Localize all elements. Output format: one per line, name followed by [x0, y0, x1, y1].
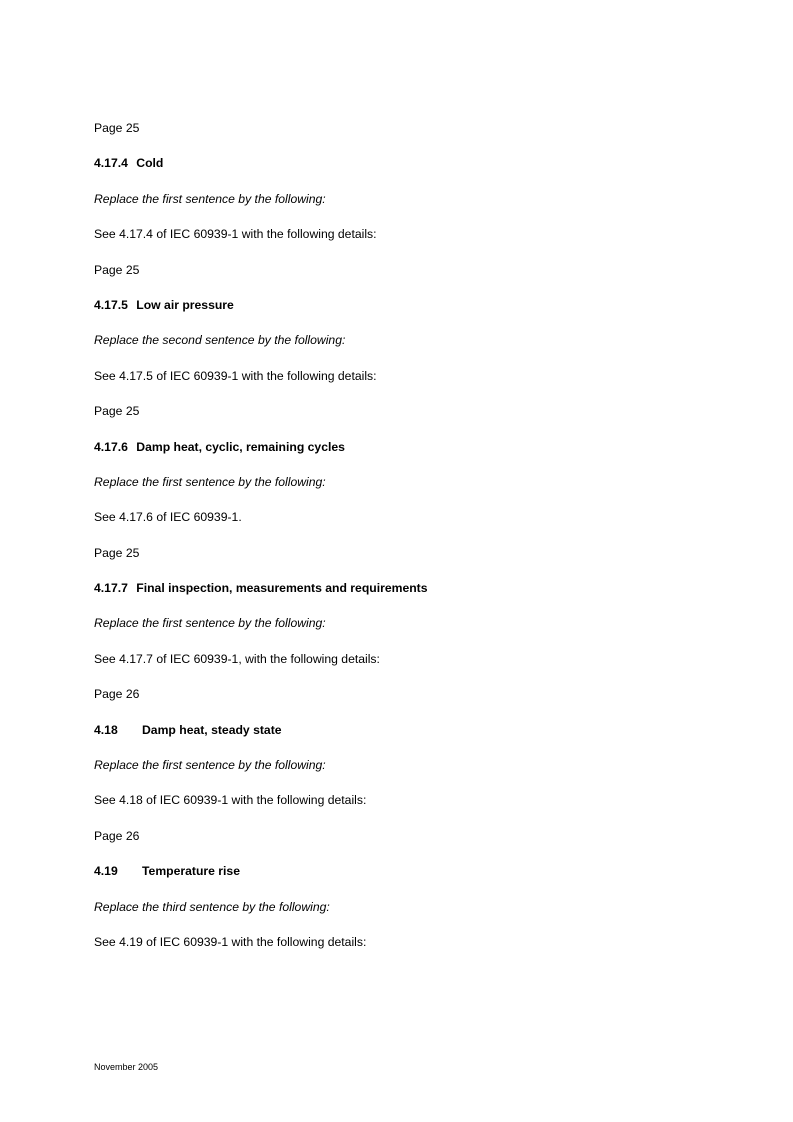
page-reference: Page 25: [94, 121, 140, 135]
section-heading: [94, 581, 714, 616]
section-number: 4.19: [94, 864, 118, 879]
section-4-18: [94, 687, 714, 829]
amendment-instruction: Replace the first sentence by the following:: [94, 474, 326, 489]
section-body-text: See 4.17.4 of IEC 60939-1 with the following details:: [94, 227, 377, 242]
section-number: 4.17.6: [94, 439, 128, 454]
section-title: Cold: [136, 156, 164, 171]
amendment-instruction: Replace the first sentence by the following:: [94, 616, 326, 631]
section-body-text: See 4.17.5 of IEC 60939-1 with the following details:: [94, 368, 377, 383]
section-number: 4.17.5: [94, 297, 128, 312]
section-heading: [94, 440, 714, 475]
section-body-text: See 4.18 of IEC 60939-1 with the following details:: [94, 793, 367, 808]
page-reference: Page 25: [94, 545, 140, 560]
section-4-17-5: [94, 263, 714, 405]
section-heading: [94, 864, 714, 899]
section-number: 4.17.4: [94, 156, 128, 171]
document-content: [94, 121, 714, 970]
section-number: 4.18: [94, 722, 118, 737]
section-body-text: See 4.19 of IEC 60939-1 with the following details:: [94, 934, 367, 949]
section-title: Final inspection, measurements and requirements: [136, 581, 428, 596]
amendment-instruction: Replace the second sentence by the following:: [94, 333, 346, 348]
section-body-text: See 4.17.6 of IEC 60939-1.: [94, 510, 242, 525]
section-title: Damp heat, cyclic, remaining cycles: [136, 439, 345, 454]
section-title: Low air pressure: [136, 297, 234, 312]
section-4-19: [94, 829, 714, 971]
section-title: Damp heat, steady state: [142, 722, 282, 737]
page-reference: Page 26: [94, 687, 140, 702]
amendment-instruction: Replace the first sentence by the following:: [94, 758, 326, 773]
footer-date: November 2005: [94, 1062, 159, 1072]
section-title: Temperature rise: [142, 864, 240, 879]
section-heading: [94, 723, 714, 758]
page-reference: Page 25: [94, 262, 140, 277]
page-reference: Page 26: [94, 828, 140, 843]
amendment-instruction: Replace the third sentence by the following:: [94, 899, 330, 914]
amendment-instruction: Replace the first sentence by the following:: [94, 191, 326, 206]
section-4-17-6: [94, 404, 714, 546]
section-heading: [94, 156, 714, 191]
section-4-17-7: [94, 546, 714, 688]
page-reference: Page 25: [94, 404, 140, 419]
section-4-17-4: [94, 121, 714, 263]
section-number: 4.17.7: [94, 581, 128, 596]
section-body-text: See 4.17.7 of IEC 60939-1, with the following details:: [94, 651, 380, 666]
section-heading: [94, 298, 714, 333]
